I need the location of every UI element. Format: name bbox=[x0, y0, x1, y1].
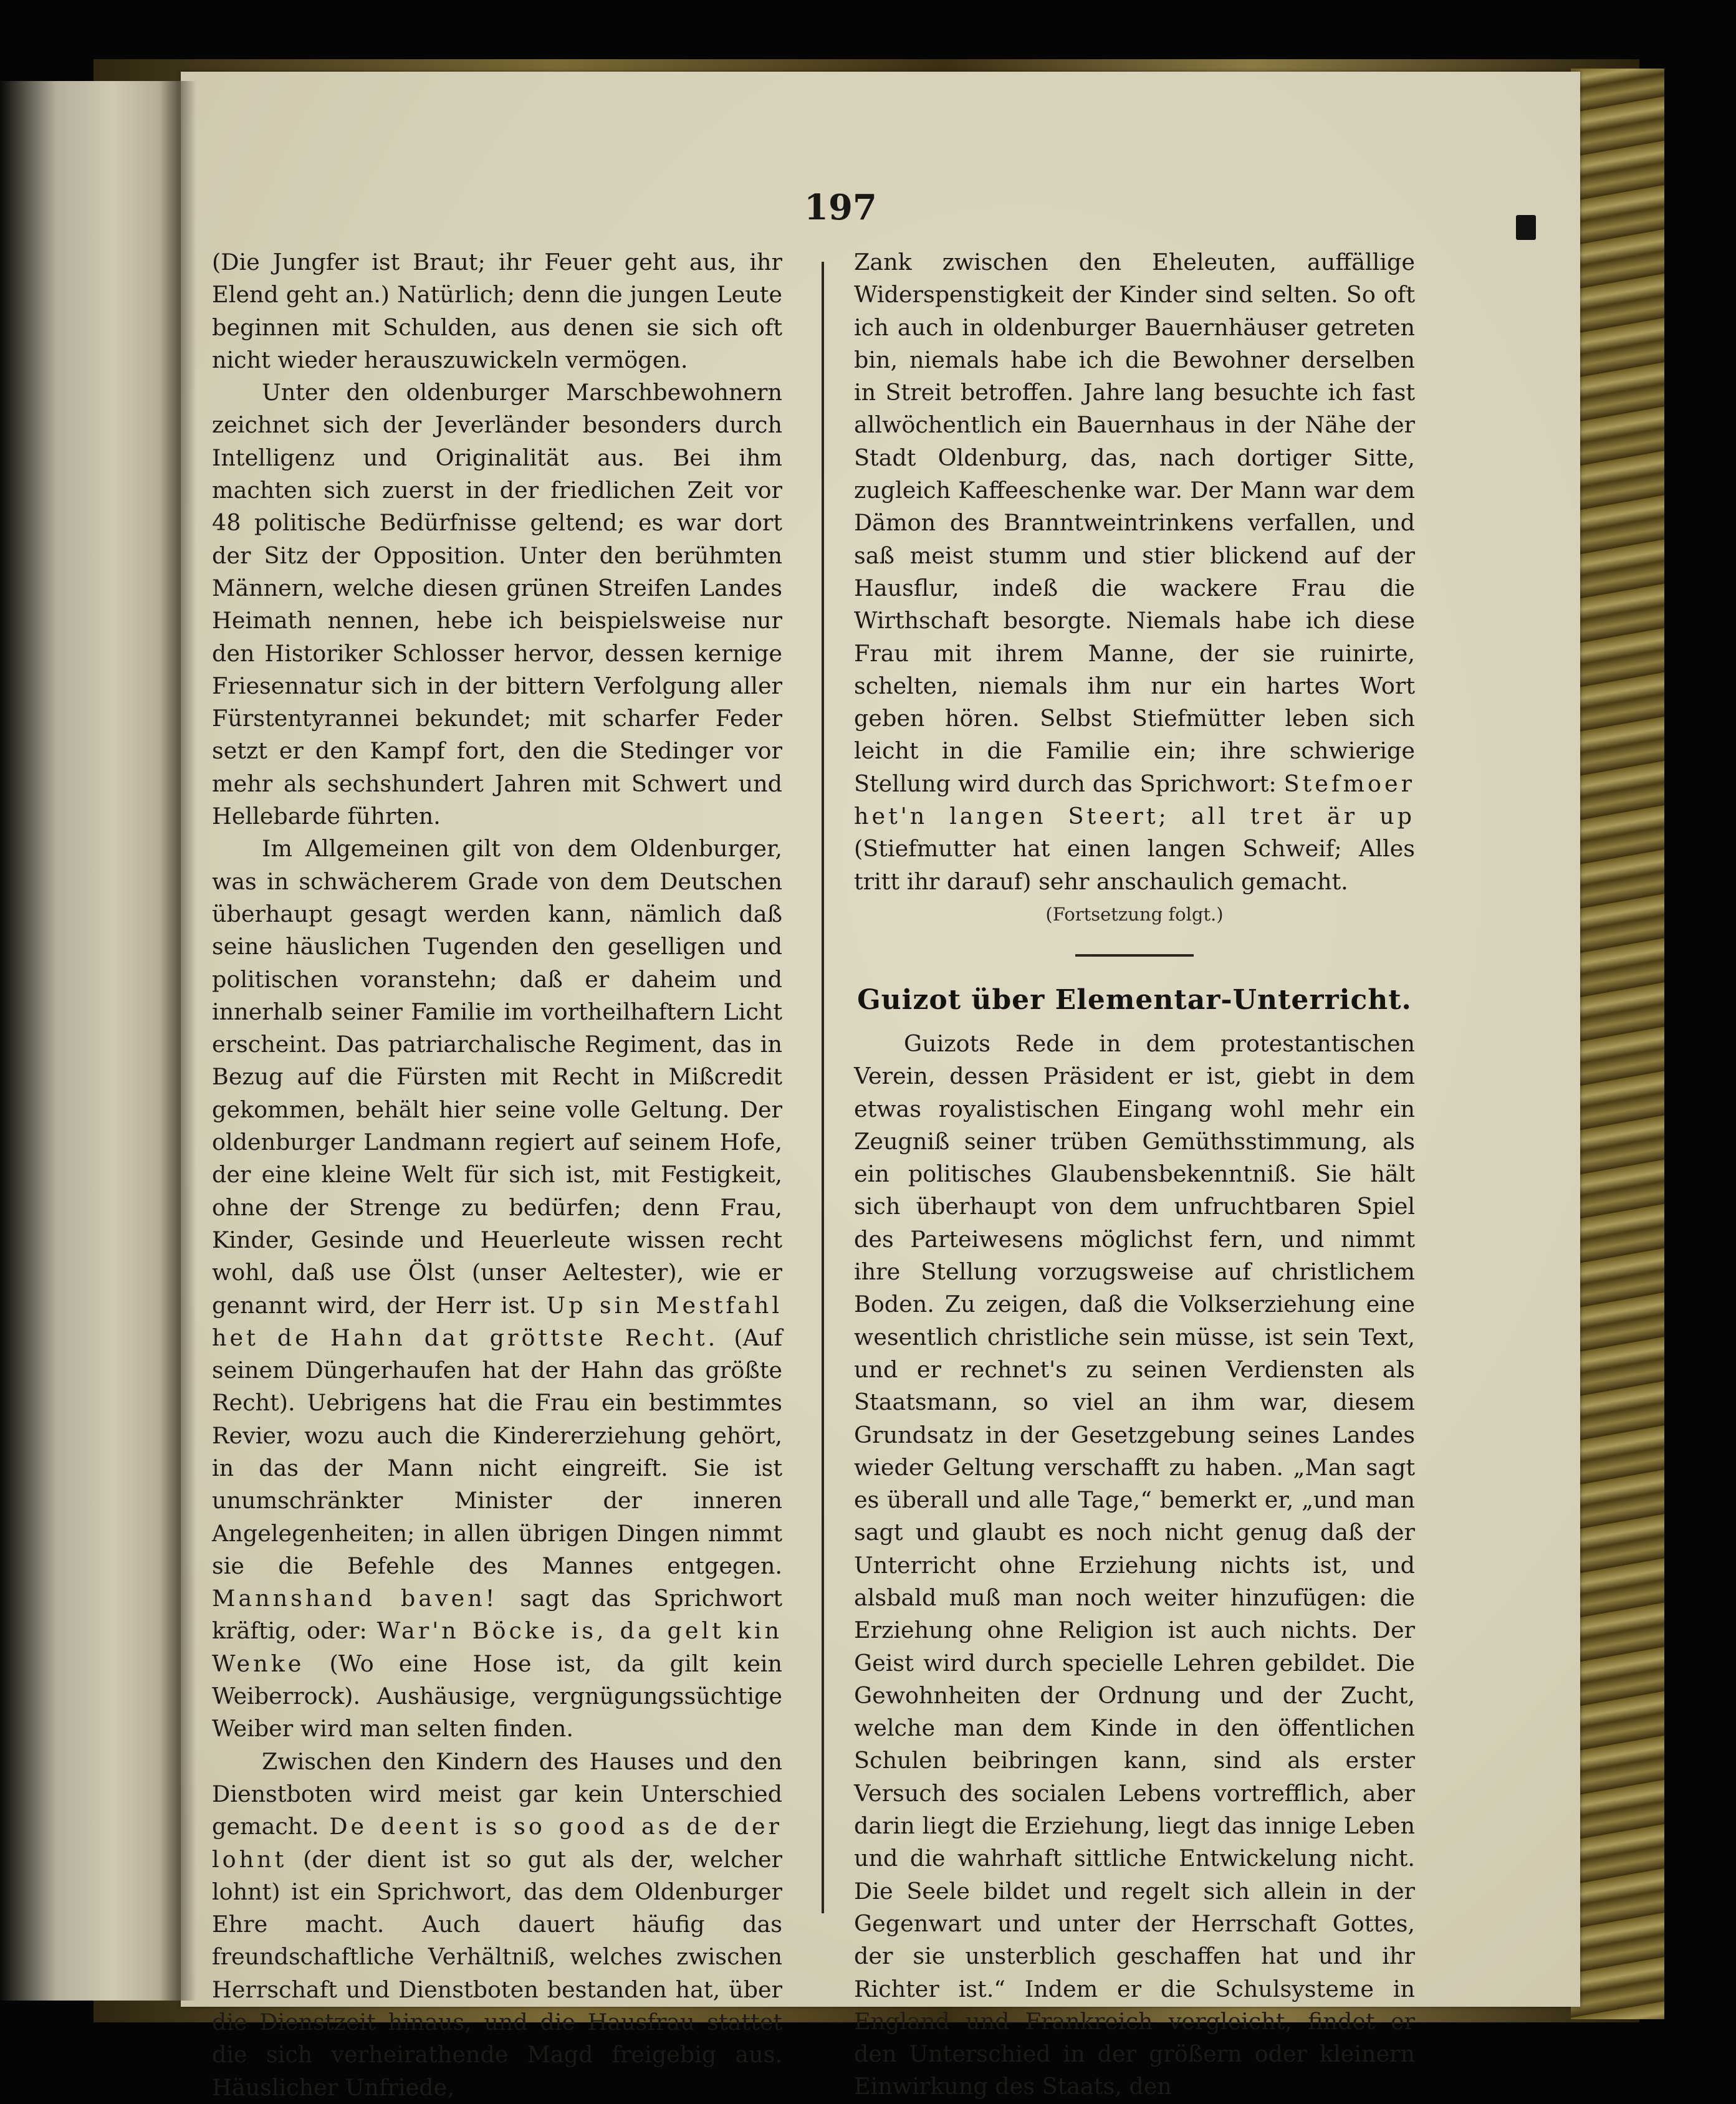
paragraph: Zwischen den Kindern des Hauses und den Dienstboten wird meist gar kein Unterschied gemacht. De deent is so good as de der lohnt (der dient ist so gut als der, welcher lohnt) ist ein Sprichwort, das dem Oldenburger Ehre macht. Auch dauert häufig das freundschaftliche Verhältniß, welches zwischen Herrschaft und Dienstboten bestanden hat, über die Dienstzeit hinaus, und die Hausfrau stattet die sich verheirathende Magd freigebig aus. Häuslicher Unfriede, bbox=[212, 1748, 783, 2101]
proverb-spaced: Stefmoer het'n langen Steert; all tret är up bbox=[854, 770, 1415, 830]
paragraph: Guizots Rede in dem protestantischen Verein, dessen Präsident er ist, giebt in dem etwas royalistischen Eingang wohl mehr ein Zeugniß seiner trüben Gemüthsstimmung, als ein politisches Glaubensbekenntniß. Sie hält sich überhaupt von dem unfruchtbaren Spiel des Parteiwesens möglichst fern, und nimmt ihre Stellung vorzugsweise auf christlichem Boden. Zu zeigen, daß die Volkserziehung eine wesentlich christliche sein müsse, ist sein Text, und er rechnet's zu seinen Verdiensten als Staatsmann, so viel an ihm war, diesem Grundsatz in der Gesetzgebung seines Landes wieder Geltung verschafft zu haben. „Man sagt es überall und alle Tage,“ bemerkt er, „und man sagt und glaubt es noch nicht genug daß der Unterricht ohne Erziehung nichts ist, und alsbald muß man noch weiter hinzufügen: die Erziehung ohne Religion ist auch nichts. Der Geist wird durch specielle Lehren gebildet. Die Gewohnheiten der Ordnung und der Zucht, welche man dem Kinde in den öffentlichen Schulen beibringen kann, sind als erster Versuch des socialen Lebens vortrefflich, aber darin liegt die Erziehung, liegt das innige Leben und die wahrhaft sittliche Entwickelung nicht. Die Seele bildet und regelt sich allein in der Gegenwart und unter der Herrschaft Gottes, der sie unsterblich geschaffen hat und ihr Richter ist.“ Indem er die Schulsysteme in England und Frankreich vergleicht, findet er den Unterschied in der größern oder kleinern Einwirkung des Staats, den bbox=[854, 1030, 1415, 2100]
left-column bbox=[212, 246, 782, 2104]
paragraph: Zank zwischen den Eheleuten, auffällige Widerspenstigkeit der Kinder sind selten. So oft ich auch in oldenburger Bauernhäuser getreten bin, niemals habe ich die Bewohner derselben in Streit betroffen. Jahre lang besuchte ich fast allwöchentlich ein Bauernhaus in der Nähe der Stadt Oldenburg, das, nach dortiger Sitte, zugleich Kaffeeschenke war. Der Mann war dem Dämon des Branntweintrinkens verfallen, und saß meist stumm und stier blickend auf der Hausflur, indeß die wackere Frau die Wirthschaft besorgte. Niemals habe ich diese Frau mit ihrem Manne, der sie ruinirte, schelten, niemals ihm nur ein hartes Wort geben hören. Selbst Stiefmütter leben sich leicht in die Familie ein; ihre schwierige Stellung wird durch das Sprichwort: Stefmoer het'n langen Steert; all tret är up (Stiefmutter hat einen langen Schweif; Alles tritt ihr darauf) sehr anschaulich gemacht. bbox=[854, 249, 1415, 895]
gutter-shadow bbox=[159, 81, 196, 2001]
proverb-spaced: War'n Böcke is, da gelt kin Wenke bbox=[212, 1617, 783, 1677]
marbled-spine bbox=[1571, 69, 1664, 2019]
continuation-note: (Fortsetzung folgt.) bbox=[1045, 903, 1224, 925]
right-column bbox=[854, 246, 1415, 2103]
paragraph: (Die Jungfer ist Braut; ihr Feuer geht aus, ihr Elend geht an.) Natürlich; denn die jungen Leute beginnen mit Schulden, aus denen sie sich oft nicht wieder herauszuwickeln vermögen. bbox=[212, 249, 782, 373]
section-rule bbox=[1075, 954, 1194, 957]
paragraph: Im Allgemeinen gilt von dem Oldenburger, was in schwächerem Grade von dem Deutschen überhaupt gesagt werden kann, nämlich daß seine häuslichen Tugenden den geselligen und politischen voranstehn; daß er daheim und innerhalb seiner Familie im vortheilhaftern Licht erscheint. Das patriarchalische Regiment, das in Bezug auf die Fürsten mit Recht in Mißcredit gekommen, behält hier seine volle Geltung. Der oldenburger Landmann regiert auf seinem Hofe, der eine kleine Welt für sich ist, mit Festigkeit, ohne der Strenge zu bedürfen; denn Frau, Kinder, Gesinde und Heuerleute wissen recht wohl, daß use Ölst (unser Aeltester), wie er genannt wird, der Herr ist. Up sin Mestfahl het de Hahn dat gröttste Recht. (Auf seinem Düngerhaufen hat der Hahn das größte Recht). Uebrigens hat die Frau ein bestimmtes Revier, wozu auch die Kindererziehung gehört, in das der Mann nicht eingreift. Sie ist unumschränkter Minister der inneren Angelegenheiten; in allen übrigen Dingen nimmt sie die Befehle des Mannes entgegen. Mannshand baven! sagt das Sprichwort kräftig, oder: War'n Böcke is, da gelt kin Wenke (Wo eine Hose ist, da gilt kein Weiberrock). Aushäusige, vergnügungssüchtige Weiber wird man selten finden. bbox=[212, 835, 783, 1743]
proverb-spaced: Up sin Mestfahl het de Hahn dat gröttste Recht. bbox=[212, 1291, 783, 1351]
paragraph: Unter den oldenburger Marschbewohnern zeichnet sich der Jeverländer besonders durch Intelligenz und Originalität aus. Bei ihm machten sich zuerst in der friedlichen Zeit vor 48 politische Bedürfnisse geltend; es war dort der Sitz der Opposition. Unter den berühmten Männern, welche diesen grünen Streifen Landes Heimath nennen, hebe ich beispielsweise nur den Historiker Schlosser hervor, dessen kernige Friesennatur sich in der bittern Verfolgung aller Fürstentyrannei bekundet; mit scharfer Feder setzt er den Kampf fort, den die Stedinger vor mehr als sechshundert Jahren mit Schwert und Hellebarde führten. bbox=[212, 379, 782, 830]
page-number: 197 bbox=[804, 187, 877, 228]
article-heading: Guizot über Elementar-Unterricht. bbox=[857, 983, 1412, 1016]
binding-clip bbox=[1516, 215, 1536, 240]
column-divider bbox=[822, 262, 824, 1913]
proverb-spaced: Mannshand baven! bbox=[212, 1585, 498, 1612]
proverb-spaced: De deent is so good as de der lohnt bbox=[212, 1813, 783, 1873]
